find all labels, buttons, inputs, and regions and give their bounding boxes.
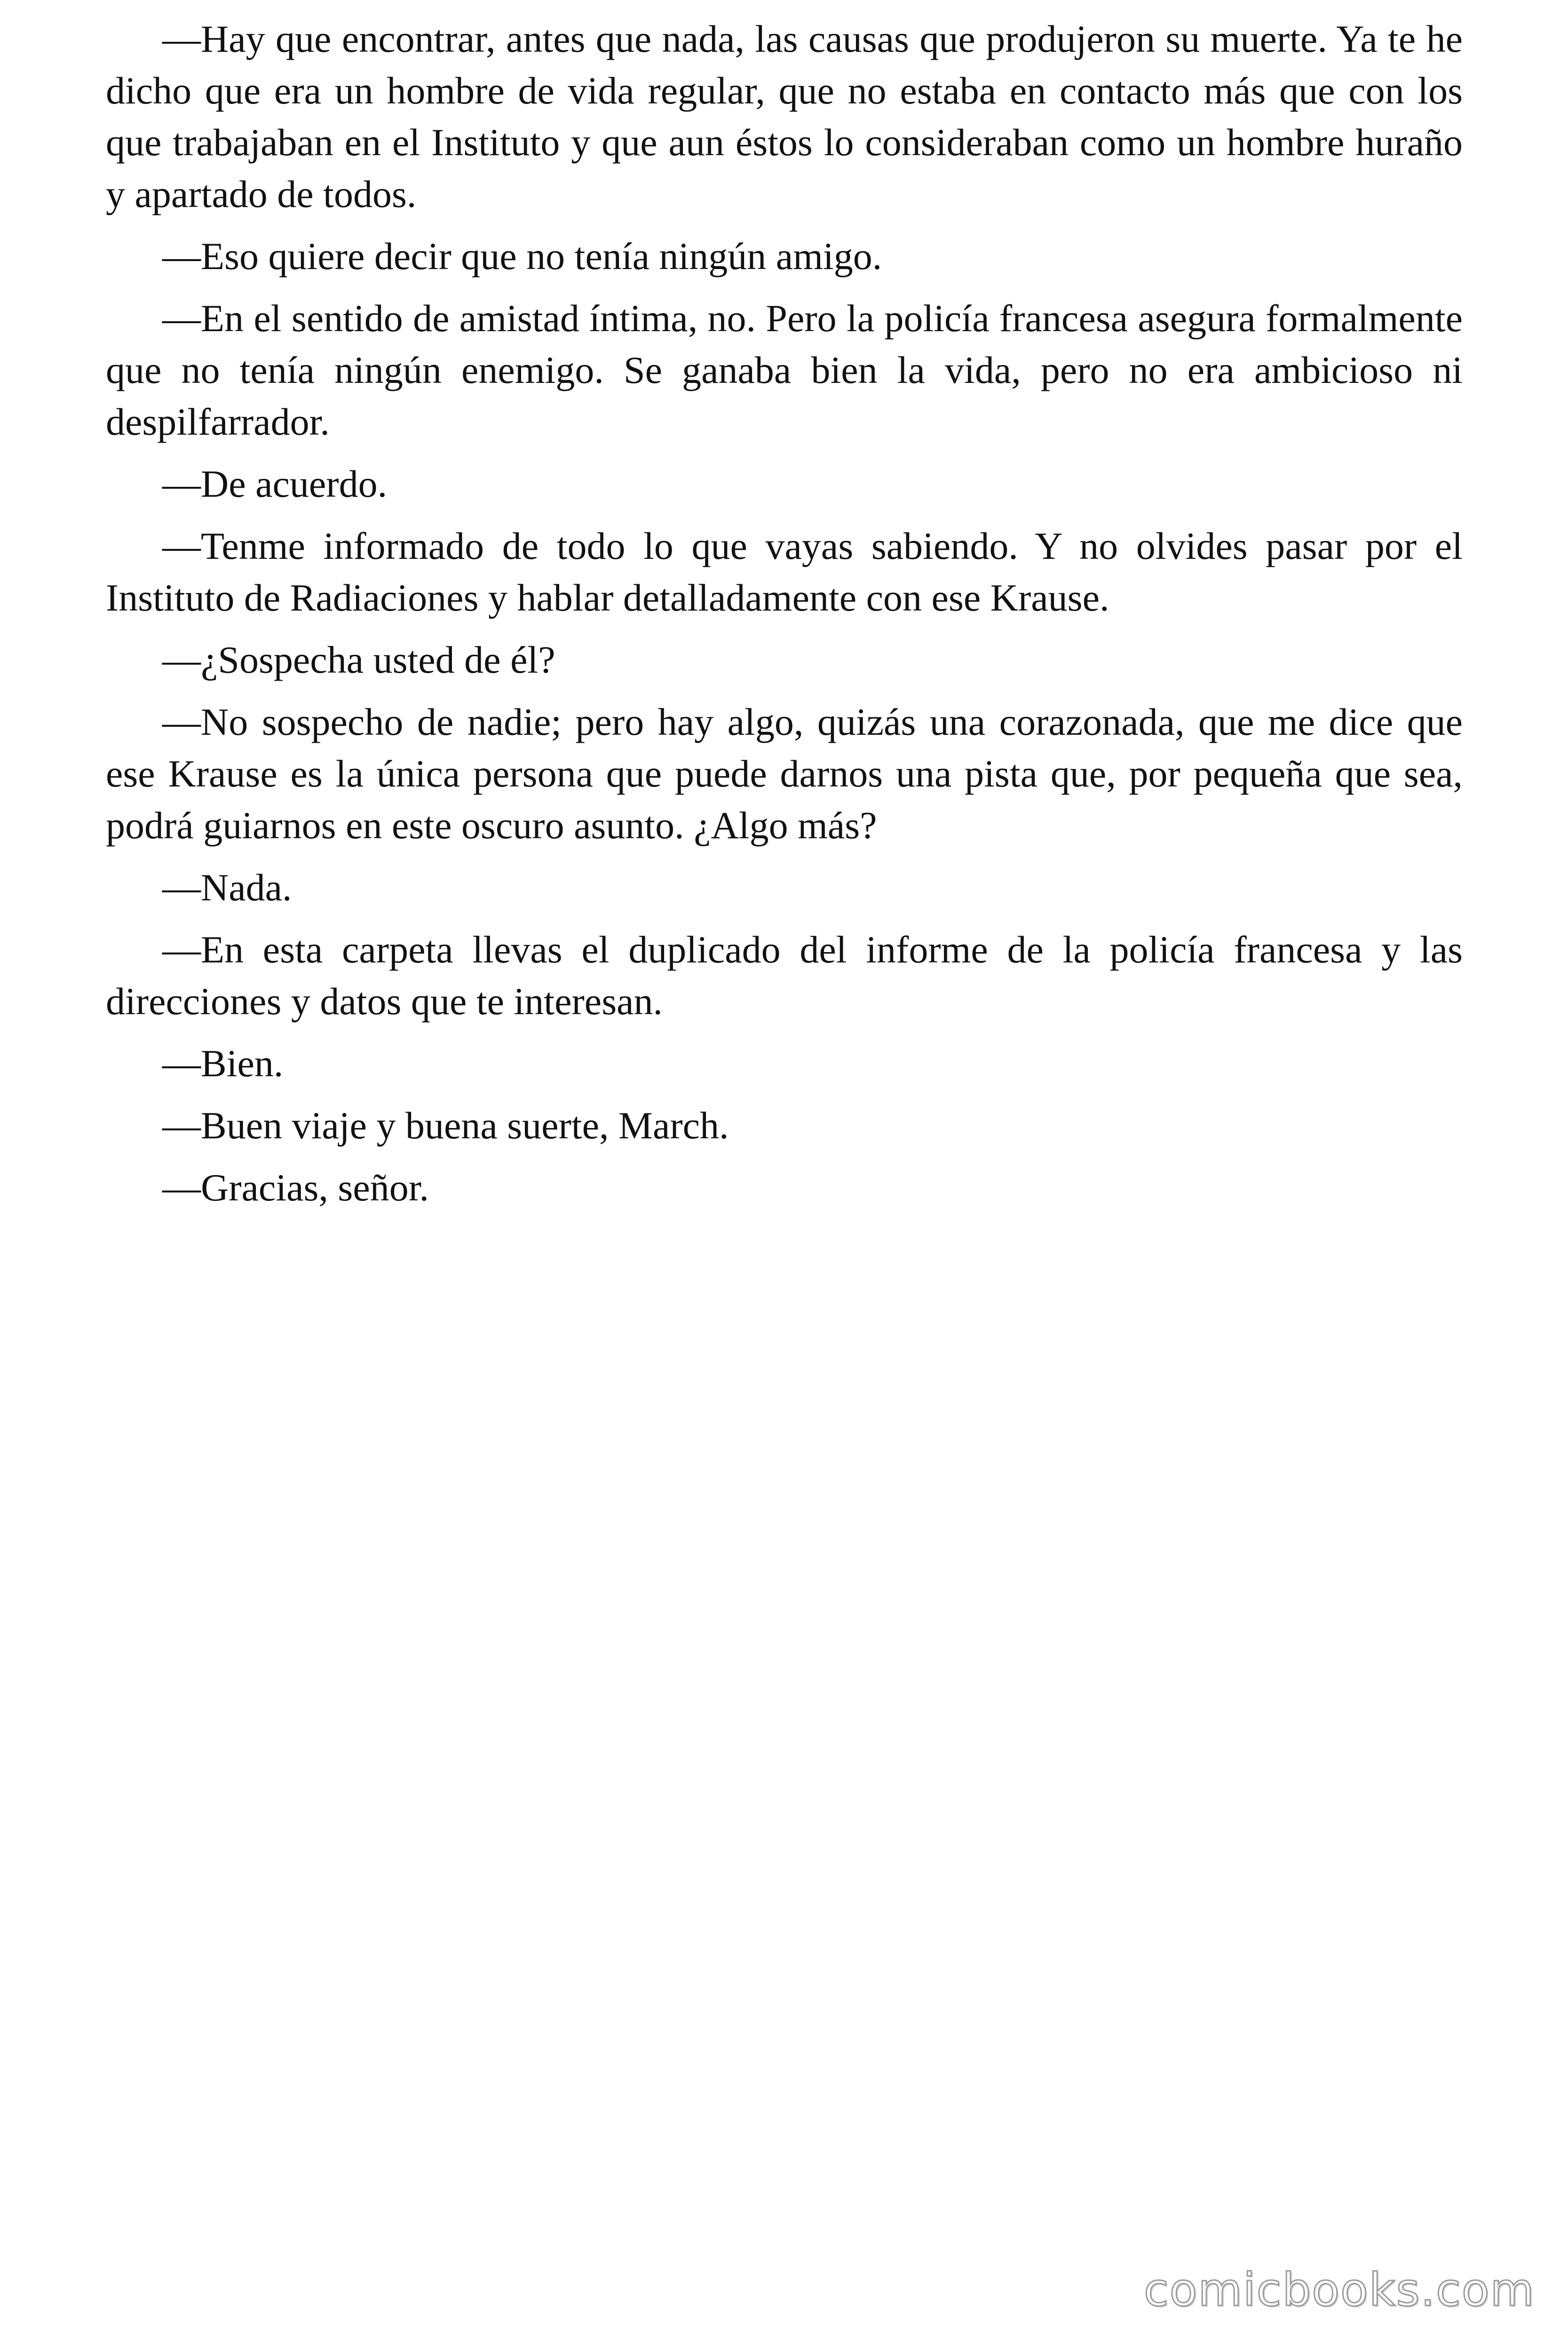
- paragraph: —Tenme informado de todo lo que vayas sabiendo. Y no olvides pasar por el Instituto de Radiaciones y hablar detalladamente con ese Krause.: [106, 524, 1463, 619]
- paragraph: —Hay que encontrar, antes que nada, las causas que produjeron su muerte. Ya te he dicho que era un hombre de vida regular, que no estaba en contacto más que con los que trabajaban en el Instituto y que aun éstos lo consideraban como un hombre huraño y apartado de todos.: [106, 17, 1463, 215]
- paragraph: —En esta carpeta llevas el duplicado del informe de la policía francesa y las direcciones y datos que te interesan.: [106, 928, 1463, 1023]
- paragraph: —Eso quiere decir que no tenía ningún amigo.: [162, 235, 882, 278]
- paragraph: —De acuerdo.: [162, 462, 388, 505]
- paragraph: —En el sentido de amistad íntima, no. Pero la policía francesa asegura formalmente que no tenía ningún enemigo. Se ganaba bien la vida, pero no era ambicioso ni despilfarrador.: [106, 297, 1463, 443]
- body-text: [106, 13, 1463, 1224]
- watermark: comicbooks.com: [1143, 2264, 1535, 2316]
- paragraph: —Gracias, señor.: [162, 1166, 429, 1209]
- paragraph: —¿Sospecha usted de él?: [162, 638, 555, 681]
- paragraph: —Buen viaje y buena suerte, March.: [162, 1104, 729, 1147]
- paragraph: —Nada.: [162, 866, 292, 909]
- paragraph: —No sospecho de nadie; pero hay algo, quizás una corazonada, que me dice que ese Krause es la única persona que puede darnos una pista que, por pequeña que sea, podrá guiarnos en este oscuro asunto. ¿Algo más?: [106, 700, 1463, 847]
- paragraph: —Bien.: [162, 1042, 284, 1085]
